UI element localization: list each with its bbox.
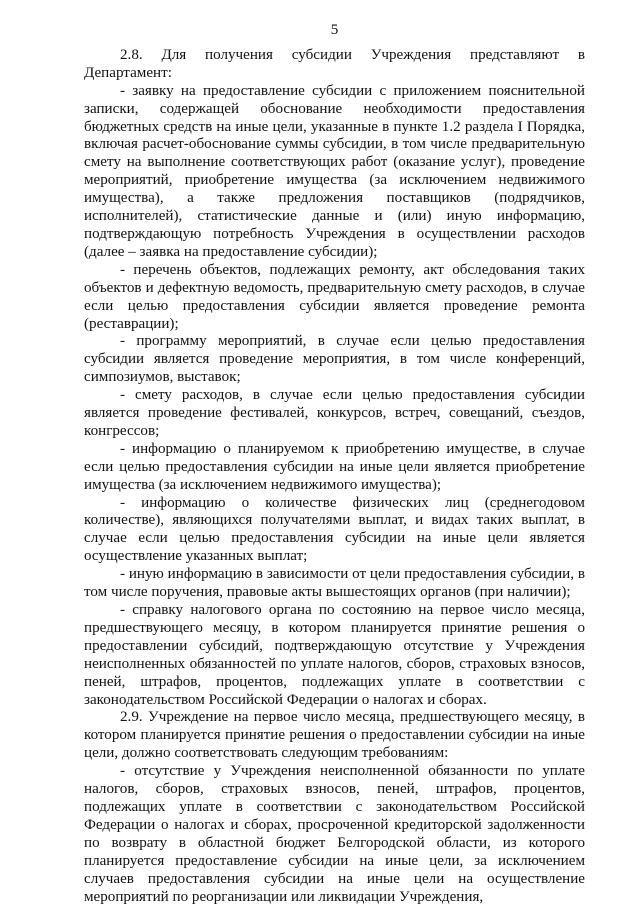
list-item-tax-certificate: - справку налогового органа по состоянию на первое число месяца, предшествующего месяцу, в котором планируется принятие решения о предоставлении субсидий, подтверждающую отсутствие у Учреждения неисполненных обязанностей по уплате налогов, сборов, страховых взносов, пеней, штрафов, процентов, подлежащих уплате в соответствии с законодательством Российской Федерации о налогах и сборах. bbox=[84, 602, 585, 708]
list-item-repair-objects: - перечень объектов, подлежащих ремонту, акт обследования таких объектов и дефектную ведомость, предварительную смету расходов, в случае если целью предоставления субсидии является проведение ремонта (реставрации); bbox=[84, 261, 585, 332]
list-item-no-debt-requirement: - отсутствие у Учреждения неисполненной обязанности по уплате налогов, сборов, страховых взносов, пеней, штрафов, процентов, подлежащих уплате в соответствии с законодательством Российской Федерации о налогах и сборах, просроченной кредиторской задолженности по возврату в областной бюджет Белгородской области, из которого планируется предоставление субсидии на иные цели, за исключением случаев предоставления субсидии на иные цели на осуществление мероприятий по реорганизации или ликвидации Учреждения, bbox=[84, 763, 585, 905]
list-item-payments-info: - информацию о количестве физических лиц (среднегодовом количестве), являющихся получателями выплат, и видах таких выплат, в случае если целью предоставления субсидии на иные цели является осуществление указанных выплат; bbox=[84, 494, 585, 565]
list-item-expense-estimate: - смету расходов, в случае если целью предоставления субсидии является проведение фестивалей, конкурсов, встреч, совещаний, съездов, конгрессов; bbox=[84, 387, 585, 439]
paragraph-2-9-intro: 2.9. Учреждение на первое число месяца, предшествующего месяцу, в котором планируется принятие решения о предоставлении субсидии на иные цели, должно соответствовать следующим требованиям: bbox=[84, 709, 585, 762]
paragraph-2-8-intro: 2.8. Для получения субсидии Учреждения представляют в Департамент: bbox=[84, 46, 585, 81]
list-item-property-info: - информацию о планируемом к приобретению имуществе, в случае если целью предоставления субсидии на иные цели является приобретение имущества (за исключением недвижимого имущества); bbox=[84, 440, 585, 493]
list-item-other-info: - иную информацию в зависимости от цели предоставления субсидии, в том числе поручения, правовые акты вышестоящих органов (при наличии); bbox=[84, 566, 585, 601]
list-item-application: - заявку на предоставление субсидии с приложением пояснительной записки, содержащей обоснование необходимости предоставления бюджетных средств на иные цели, указанные в пункте 1.2 раздела I Порядка, включая расчет-обоснование суммы субсидии, в том числе предварительную смету на выполнение соответствующих работ (оказание услуг), проведение мероприятий, приобретение имущества (за исключением недвижимого имущества), а также предложения поставщиков (подрядчиков, исполнителей), статистические данные и (или) иную информацию, подтверждающую потребность Учреждения в осуществлении расходов (далее – заявка на предоставление субсидии); bbox=[84, 82, 585, 260]
list-item-events-program: - программу мероприятий, в случае если целью предоставления субсидии является проведение мероприятия, в том числе конференций, симпозиумов, выставок; bbox=[84, 333, 585, 386]
page-number: 5 bbox=[330, 22, 339, 38]
